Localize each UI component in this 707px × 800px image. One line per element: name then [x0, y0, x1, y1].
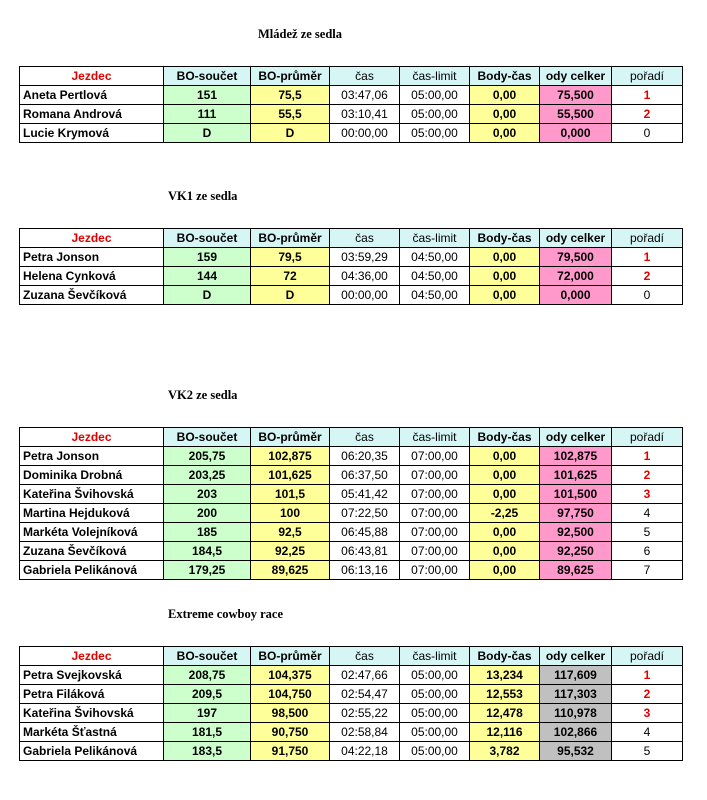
cell-rank: 3	[612, 704, 683, 723]
col-header-rider: Jezdec	[20, 229, 164, 248]
cell-rider: Romana Andrová	[20, 105, 164, 124]
col-header-sum: BO-součet	[164, 229, 251, 248]
table-row	[20, 542, 683, 561]
cell-limit: 07:00,00	[400, 447, 470, 466]
cell-sum: 205,75	[164, 447, 251, 466]
cell-total: 117,303	[540, 685, 612, 704]
col-header-sum: BO-součet	[164, 428, 251, 447]
col-header-limit: čas-limit	[400, 67, 470, 86]
cell-rank: 6	[612, 542, 683, 561]
results-table-vk2	[19, 427, 683, 580]
cell-rank: 1	[612, 248, 683, 267]
cell-avg: 91,750	[251, 742, 330, 761]
cell-avg: 102,875	[251, 447, 330, 466]
col-header-rider: Jezdec	[20, 428, 164, 447]
col-header-limit: čas-limit	[400, 647, 470, 666]
table-row	[20, 561, 683, 580]
table-header	[20, 229, 683, 248]
table-row	[20, 704, 683, 723]
cell-time: 02:55,22	[330, 704, 400, 723]
col-header-time: čas	[330, 428, 400, 447]
cell-time: 04:36,00	[330, 267, 400, 286]
cell-total: 102,875	[540, 447, 612, 466]
cell-time: 03:10,41	[330, 105, 400, 124]
table-row	[20, 124, 683, 143]
cell-total: 79,500	[540, 248, 612, 267]
cell-time: 02:58,84	[330, 723, 400, 742]
cell-total: 101,500	[540, 485, 612, 504]
cell-rider: Petra Jonson	[20, 447, 164, 466]
cell-time: 06:20,35	[330, 447, 400, 466]
cell-limit: 04:50,00	[400, 286, 470, 305]
cell-time-points: 0,00	[470, 542, 540, 561]
cell-time-points: 12,553	[470, 685, 540, 704]
cell-rank: 1	[612, 86, 683, 105]
cell-avg: 79,5	[251, 248, 330, 267]
col-header-avg: BO-průměr	[251, 229, 330, 248]
cell-avg: 104,375	[251, 666, 330, 685]
cell-rank: 3	[612, 485, 683, 504]
cell-rank: 2	[612, 685, 683, 704]
cell-avg: 101,625	[251, 466, 330, 485]
results-table-extreme-cowboy-race	[19, 646, 683, 761]
cell-total: 89,625	[540, 561, 612, 580]
table-row	[20, 742, 683, 761]
cell-sum: 203	[164, 485, 251, 504]
cell-limit: 04:50,00	[400, 267, 470, 286]
cell-sum: 144	[164, 267, 251, 286]
cell-time: 03:59,29	[330, 248, 400, 267]
cell-limit: 05:00,00	[400, 105, 470, 124]
table-row	[20, 105, 683, 124]
col-header-time: čas	[330, 647, 400, 666]
col-header-rank: pořadí	[612, 428, 683, 447]
cell-rank: 7	[612, 561, 683, 580]
cell-time-points: 0,00	[470, 124, 540, 143]
col-header-sum: BO-součet	[164, 67, 251, 86]
section-title-extreme-cowboy-race: Extreme cowboy race	[168, 607, 284, 621]
cell-rider: Helena Cynková	[20, 267, 164, 286]
cell-avg: 101,5	[251, 485, 330, 504]
cell-sum: 183,5	[164, 742, 251, 761]
cell-limit: 07:00,00	[400, 504, 470, 523]
cell-rank: 2	[612, 267, 683, 286]
results-table-vk1	[19, 228, 683, 305]
cell-avg: 100	[251, 504, 330, 523]
cell-time-points: -2,25	[470, 504, 540, 523]
cell-time-points: 12,116	[470, 723, 540, 742]
cell-time-points: 0,00	[470, 447, 540, 466]
cell-time-points: 0,00	[470, 561, 540, 580]
table-row	[20, 523, 683, 542]
table-row	[20, 723, 683, 742]
table-row	[20, 248, 683, 267]
cell-time: 07:22,50	[330, 504, 400, 523]
cell-rank: 4	[612, 504, 683, 523]
cell-avg: 89,625	[251, 561, 330, 580]
col-header-rank: pořadí	[612, 647, 683, 666]
cell-rider: Gabriela Pelikánová	[20, 742, 164, 761]
cell-limit: 05:00,00	[400, 666, 470, 685]
cell-time-points: 0,00	[470, 248, 540, 267]
cell-rider: Petra Filáková	[20, 685, 164, 704]
cell-time: 05:41,42	[330, 485, 400, 504]
cell-limit: 07:00,00	[400, 485, 470, 504]
cell-rider: Zuzana Ševčíková	[20, 542, 164, 561]
table-row	[20, 504, 683, 523]
table-row	[20, 286, 683, 305]
table-header	[20, 67, 683, 86]
cell-rider: Petra Jonson	[20, 248, 164, 267]
cell-total: 102,866	[540, 723, 612, 742]
section-title-vk1: VK1 ze sedla	[168, 189, 238, 203]
col-header-time: čas	[330, 67, 400, 86]
cell-rider: Aneta Pertlová	[20, 86, 164, 105]
col-header-rank: pořadí	[612, 229, 683, 248]
cell-limit: 05:00,00	[400, 723, 470, 742]
cell-limit: 05:00,00	[400, 685, 470, 704]
cell-rider: Petra Svejkovská	[20, 666, 164, 685]
cell-time-points: 0,00	[470, 105, 540, 124]
col-header-total: ody celker	[540, 229, 612, 248]
cell-time-points: 0,00	[470, 86, 540, 105]
cell-time-points: 0,00	[470, 485, 540, 504]
cell-time: 06:13,16	[330, 561, 400, 580]
cell-rider: Lucie Krymová	[20, 124, 164, 143]
section-title-vk2: VK2 ze sedla	[168, 388, 238, 402]
cell-limit: 04:50,00	[400, 248, 470, 267]
cell-sum: 209,5	[164, 685, 251, 704]
table-row	[20, 666, 683, 685]
cell-avg: 98,500	[251, 704, 330, 723]
table-row	[20, 86, 683, 105]
cell-sum: 184,5	[164, 542, 251, 561]
cell-total: 0,000	[540, 124, 612, 143]
cell-sum: 185	[164, 523, 251, 542]
cell-time-points: 0,00	[470, 466, 540, 485]
cell-time: 06:43,81	[330, 542, 400, 561]
cell-total: 72,000	[540, 267, 612, 286]
cell-sum: 111	[164, 105, 251, 124]
col-header-sum: BO-součet	[164, 647, 251, 666]
cell-time: 06:37,50	[330, 466, 400, 485]
cell-total: 92,500	[540, 523, 612, 542]
cell-total: 110,978	[540, 704, 612, 723]
cell-limit: 05:00,00	[400, 704, 470, 723]
cell-limit: 05:00,00	[400, 124, 470, 143]
cell-rank: 0	[612, 286, 683, 305]
section-title-mladez: Mládež ze sedla	[258, 27, 343, 41]
col-header-avg: BO-průměr	[251, 67, 330, 86]
cell-sum: 159	[164, 248, 251, 267]
cell-rank: 4	[612, 723, 683, 742]
col-header-time-points: Body-čas	[470, 428, 540, 447]
cell-rank: 5	[612, 742, 683, 761]
table-row	[20, 685, 683, 704]
table-row	[20, 267, 683, 286]
cell-rank: 1	[612, 666, 683, 685]
table-row	[20, 466, 683, 485]
cell-time: 02:54,47	[330, 685, 400, 704]
cell-rider: Dominika Drobná	[20, 466, 164, 485]
cell-limit: 07:00,00	[400, 523, 470, 542]
cell-sum: 203,25	[164, 466, 251, 485]
col-header-rank: pořadí	[612, 67, 683, 86]
table-header	[20, 428, 683, 447]
cell-rank: 1	[612, 447, 683, 466]
cell-avg: 55,5	[251, 105, 330, 124]
cell-rank: 2	[612, 105, 683, 124]
table-header	[20, 647, 683, 666]
cell-time-points: 0,00	[470, 286, 540, 305]
cell-avg: 104,750	[251, 685, 330, 704]
cell-rider: Kateřina Švihovská	[20, 704, 164, 723]
cell-sum: 200	[164, 504, 251, 523]
cell-total: 92,250	[540, 542, 612, 561]
cell-total: 95,532	[540, 742, 612, 761]
col-header-total: ody celker	[540, 428, 612, 447]
cell-time-points: 13,234	[470, 666, 540, 685]
col-header-total: ody celker	[540, 647, 612, 666]
cell-total: 117,609	[540, 666, 612, 685]
cell-rider: Markéta Volejníková	[20, 523, 164, 542]
cell-rider: Kateřina Švihovská	[20, 485, 164, 504]
cell-time: 00:00,00	[330, 286, 400, 305]
cell-rider: Zuzana Ševčíková	[20, 286, 164, 305]
cell-sum: 208,75	[164, 666, 251, 685]
cell-rank: 5	[612, 523, 683, 542]
cell-avg: 92,5	[251, 523, 330, 542]
col-header-time-points: Body-čas	[470, 229, 540, 248]
cell-rider: Martina Hejduková	[20, 504, 164, 523]
cell-total: 0,000	[540, 286, 612, 305]
table-row	[20, 485, 683, 504]
cell-time: 02:47,66	[330, 666, 400, 685]
cell-limit: 07:00,00	[400, 466, 470, 485]
cell-total: 101,625	[540, 466, 612, 485]
col-header-limit: čas-limit	[400, 229, 470, 248]
cell-sum: 197	[164, 704, 251, 723]
cell-sum: D	[164, 286, 251, 305]
cell-sum: 179,25	[164, 561, 251, 580]
cell-time-points: 0,00	[470, 267, 540, 286]
col-header-total: ody celker	[540, 67, 612, 86]
col-header-avg: BO-průměr	[251, 647, 330, 666]
col-header-time-points: Body-čas	[470, 647, 540, 666]
cell-avg: D	[251, 286, 330, 305]
cell-time: 00:00,00	[330, 124, 400, 143]
col-header-time-points: Body-čas	[470, 67, 540, 86]
cell-total: 97,750	[540, 504, 612, 523]
cell-avg: 75,5	[251, 86, 330, 105]
cell-total: 75,500	[540, 86, 612, 105]
cell-limit: 07:00,00	[400, 542, 470, 561]
cell-rider: Gabriela Pelikánová	[20, 561, 164, 580]
col-header-rider: Jezdec	[20, 67, 164, 86]
col-header-avg: BO-průměr	[251, 428, 330, 447]
cell-limit: 05:00,00	[400, 86, 470, 105]
cell-avg: D	[251, 124, 330, 143]
cell-sum: D	[164, 124, 251, 143]
cell-time-points: 12,478	[470, 704, 540, 723]
col-header-limit: čas-limit	[400, 428, 470, 447]
col-header-time: čas	[330, 229, 400, 248]
cell-time-points: 0,00	[470, 523, 540, 542]
cell-total: 55,500	[540, 105, 612, 124]
cell-limit: 05:00,00	[400, 742, 470, 761]
cell-avg: 90,750	[251, 723, 330, 742]
cell-avg: 92,25	[251, 542, 330, 561]
cell-time: 04:22,18	[330, 742, 400, 761]
cell-sum: 181,5	[164, 723, 251, 742]
cell-time: 06:45,88	[330, 523, 400, 542]
cell-time-points: 3,782	[470, 742, 540, 761]
table-row	[20, 447, 683, 466]
col-header-rider: Jezdec	[20, 647, 164, 666]
cell-time: 03:47,06	[330, 86, 400, 105]
results-table-mladez	[19, 66, 683, 143]
cell-sum: 151	[164, 86, 251, 105]
cell-rank: 2	[612, 466, 683, 485]
cell-avg: 72	[251, 267, 330, 286]
cell-limit: 07:00,00	[400, 561, 470, 580]
cell-rank: 0	[612, 124, 683, 143]
cell-rider: Markéta Šťastná	[20, 723, 164, 742]
